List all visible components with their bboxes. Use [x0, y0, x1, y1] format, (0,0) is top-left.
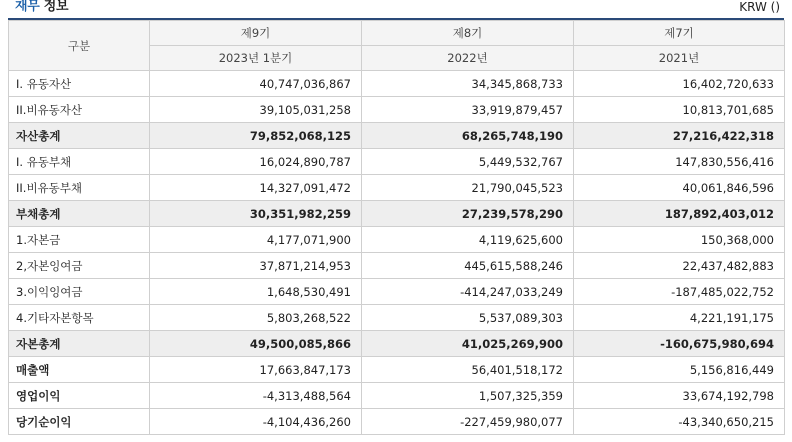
row-value: 16,024,890,787: [150, 149, 362, 175]
row-value: -43,340,650,215: [574, 409, 785, 435]
table-row: [9, 279, 785, 305]
section-header: [0, 0, 792, 17]
row-value: 30,351,982,259: [150, 201, 362, 227]
row-value: 1,648,530,491: [150, 279, 362, 305]
period-header: 제9기: [150, 21, 362, 46]
period-header-row: [9, 21, 785, 46]
year-header: 2021년: [574, 46, 785, 71]
corner-header: 구분: [9, 21, 150, 71]
table-row: [9, 357, 785, 383]
row-value: 5,449,532,767: [362, 149, 574, 175]
financial-table: [8, 20, 785, 435]
row-label: 영업이익: [9, 383, 150, 409]
row-label: 매출액: [9, 357, 150, 383]
row-value: 5,537,089,303: [362, 305, 574, 331]
row-label: 2,자본잉여금: [9, 253, 150, 279]
row-value: -4,104,436,260: [150, 409, 362, 435]
row-value: 10,813,701,685: [574, 97, 785, 123]
row-value: 22,437,482,883: [574, 253, 785, 279]
row-value: 27,239,578,290: [362, 201, 574, 227]
row-label: 부채총계: [9, 201, 150, 227]
row-value: 34,345,868,733: [362, 71, 574, 97]
currency-unit: KRW (): [739, 0, 780, 14]
table-row: [9, 71, 785, 97]
row-label: 자산총계: [9, 123, 150, 149]
row-value: 68,265,748,190: [362, 123, 574, 149]
row-value: 33,674,192,798: [574, 383, 785, 409]
section-title: [15, 0, 68, 15]
period-header: 제8기: [362, 21, 574, 46]
year-header: 2023년 1분기: [150, 46, 362, 71]
row-value: 5,156,816,449: [574, 357, 785, 383]
table-row-total: [9, 331, 785, 357]
row-value: 27,216,422,318: [574, 123, 785, 149]
row-value: 4,119,625,600: [362, 227, 574, 253]
section-title-highlight: 재무: [15, 0, 40, 14]
row-value: -414,247,033,249: [362, 279, 574, 305]
row-value: 79,852,068,125: [150, 123, 362, 149]
row-label: 당기순이익: [9, 409, 150, 435]
row-label: I. 유동부채: [9, 149, 150, 175]
row-value: 41,025,269,900: [362, 331, 574, 357]
row-label: II.비유동부채: [9, 175, 150, 201]
row-value: 56,401,518,172: [362, 357, 574, 383]
row-label: 4.기타자본항목: [9, 305, 150, 331]
row-value: 5,803,268,522: [150, 305, 362, 331]
row-label: 자본총계: [9, 331, 150, 357]
row-value: -160,675,980,694: [574, 331, 785, 357]
row-value: 21,790,045,523: [362, 175, 574, 201]
row-label: 1.자본금: [9, 227, 150, 253]
year-header: 2022년: [362, 46, 574, 71]
row-value: 4,221,191,175: [574, 305, 785, 331]
row-value: 14,327,091,472: [150, 175, 362, 201]
table-row: [9, 175, 785, 201]
row-value: 40,061,846,596: [574, 175, 785, 201]
row-value: -227,459,980,077: [362, 409, 574, 435]
row-value: 49,500,085,866: [150, 331, 362, 357]
table-row: [9, 227, 785, 253]
row-value: 187,892,403,012: [574, 201, 785, 227]
table-row: [9, 305, 785, 331]
row-value: -4,313,488,564: [150, 383, 362, 409]
row-label: II.비유동자산: [9, 97, 150, 123]
table-row: [9, 97, 785, 123]
row-value: 1,507,325,359: [362, 383, 574, 409]
row-value: 39,105,031,258: [150, 97, 362, 123]
table-row-total: [9, 201, 785, 227]
row-value: -187,485,022,752: [574, 279, 785, 305]
table-row: [9, 409, 785, 435]
row-value: 37,871,214,953: [150, 253, 362, 279]
row-value: 445,615,588,246: [362, 253, 574, 279]
row-value: 147,830,556,416: [574, 149, 785, 175]
row-value: 33,919,879,457: [362, 97, 574, 123]
row-value: 16,402,720,633: [574, 71, 785, 97]
period-header: 제7기: [574, 21, 785, 46]
table-row-total: [9, 123, 785, 149]
table-row: [9, 383, 785, 409]
row-value: 17,663,847,173: [150, 357, 362, 383]
row-label: 3.이익잉여금: [9, 279, 150, 305]
section-title-rest: 정보: [39, 0, 69, 14]
row-value: 4,177,071,900: [150, 227, 362, 253]
row-value: 40,747,036,867: [150, 71, 362, 97]
row-label: I. 유동자산: [9, 71, 150, 97]
table-row: [9, 149, 785, 175]
row-value: 150,368,000: [574, 227, 785, 253]
table-row: [9, 253, 785, 279]
